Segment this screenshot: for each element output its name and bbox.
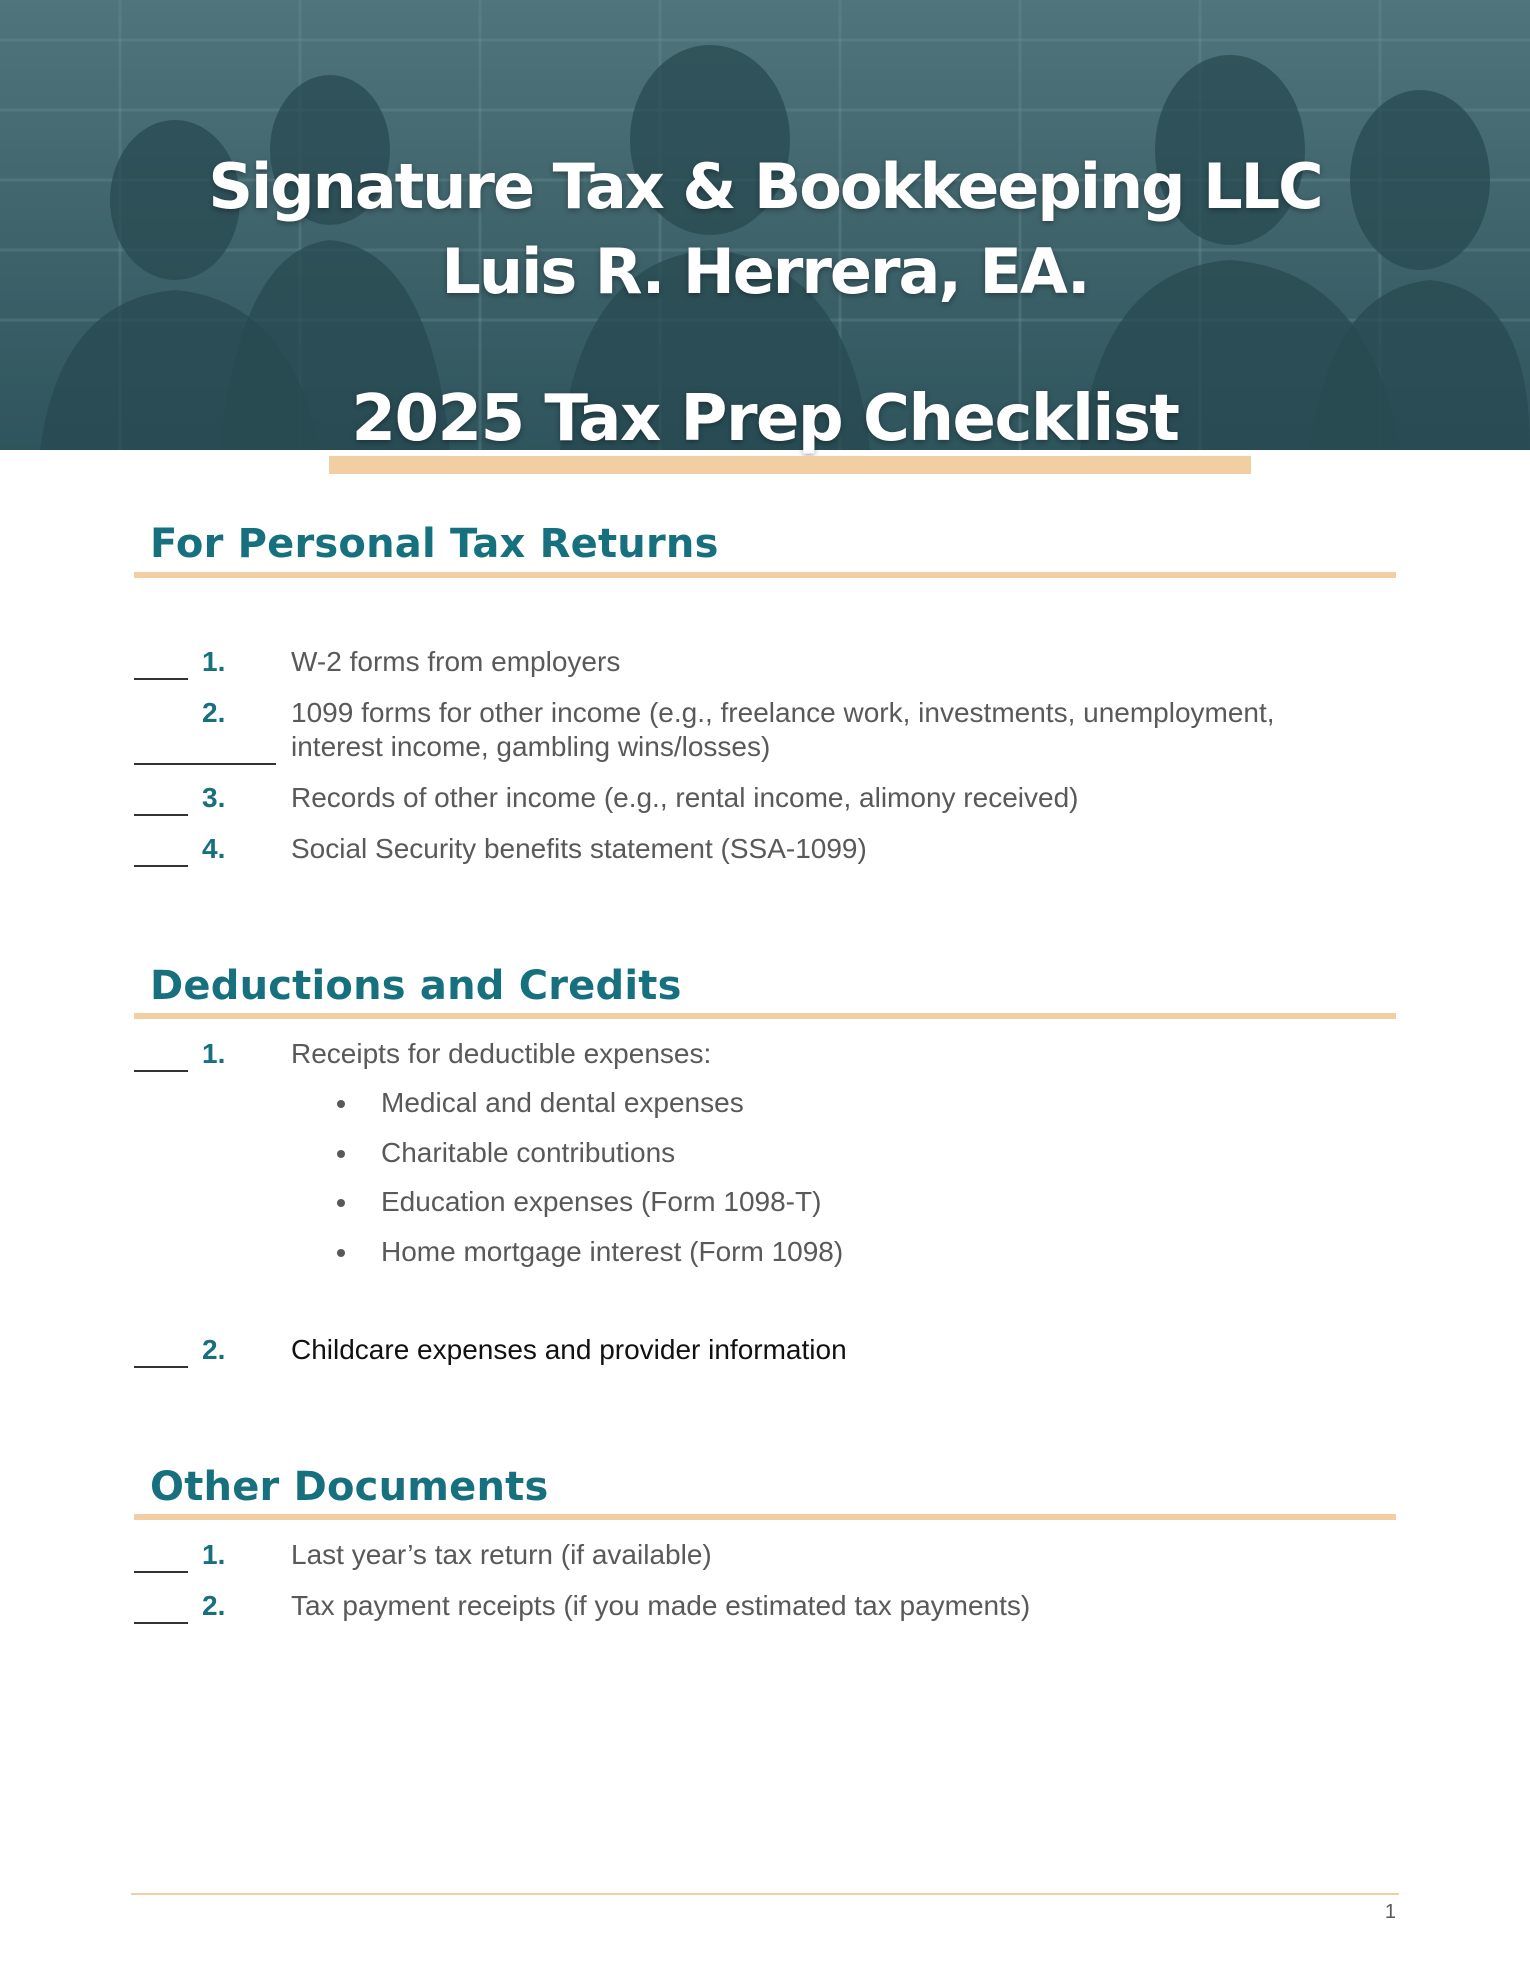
checkbox-blank[interactable] [134,678,188,680]
page-number: 1 [1384,1901,1396,1923]
company-name: Signature Tax & Bookkeeping LLC [208,150,1322,223]
bullet-icon [337,1100,345,1108]
section-rule [134,572,1396,578]
item-text: Tax payment receipts (if you made estimated tax payments) [291,1590,1031,1621]
checkbox-blank[interactable] [134,1622,188,1624]
item-number: 2. [202,697,226,728]
section-heading-deductions: Deductions and Credits [150,963,682,1009]
preparer-name: Luis R. Herrera, EA. [441,235,1089,308]
section-heading-personal: For Personal Tax Returns [150,521,719,567]
item-text: Receipts for deductible expenses: [291,1038,712,1069]
item-text: Social Security benefits statement (SSA-1099) [291,833,867,864]
checkbox-blank[interactable] [134,814,188,816]
item-text-line2: interest income, gambling wins/losses) [291,731,771,762]
item-number: 2. [202,1334,226,1365]
checkbox-blank[interactable] [134,1070,188,1072]
bullet-icon [337,1249,345,1257]
section-heading-other: Other Documents [150,1464,549,1510]
item-text: Records of other income (e.g., rental income, alimony received) [291,782,1079,813]
bullet-text: Home mortgage interest (Form 1098) [381,1236,844,1267]
checkbox-blank[interactable] [134,763,276,765]
item-text: Childcare expenses and provider information [291,1334,847,1365]
item-number: 1. [202,646,226,677]
bullet-icon [337,1199,345,1207]
bullet-text: Education expenses (Form 1098-T) [381,1186,822,1217]
item-number: 1. [202,1539,226,1570]
item-number: 1. [202,1038,226,1069]
section-rule [134,1514,1396,1520]
bullet-text: Medical and dental expenses [381,1087,744,1118]
checkbox-blank[interactable] [134,865,188,867]
bullet-text: Charitable contributions [381,1137,676,1168]
item-number: 3. [202,782,226,813]
document-title: 2025 Tax Prep Checklist [351,382,1179,456]
checkbox-blank[interactable] [134,1571,188,1573]
bullet-icon [337,1150,345,1158]
section-rule [134,1013,1396,1019]
item-number: 2. [202,1590,226,1621]
checkbox-blank[interactable] [134,1366,188,1368]
footer-rule [131,1893,1399,1895]
item-text: Last year’s tax return (if available) [291,1539,712,1570]
item-number: 4. [202,833,226,864]
title-underline [329,456,1251,474]
item-text: W-2 forms from employers [291,646,621,677]
item-text-line1: 1099 forms for other income (e.g., freelance work, investments, unemployment, [291,697,1275,728]
